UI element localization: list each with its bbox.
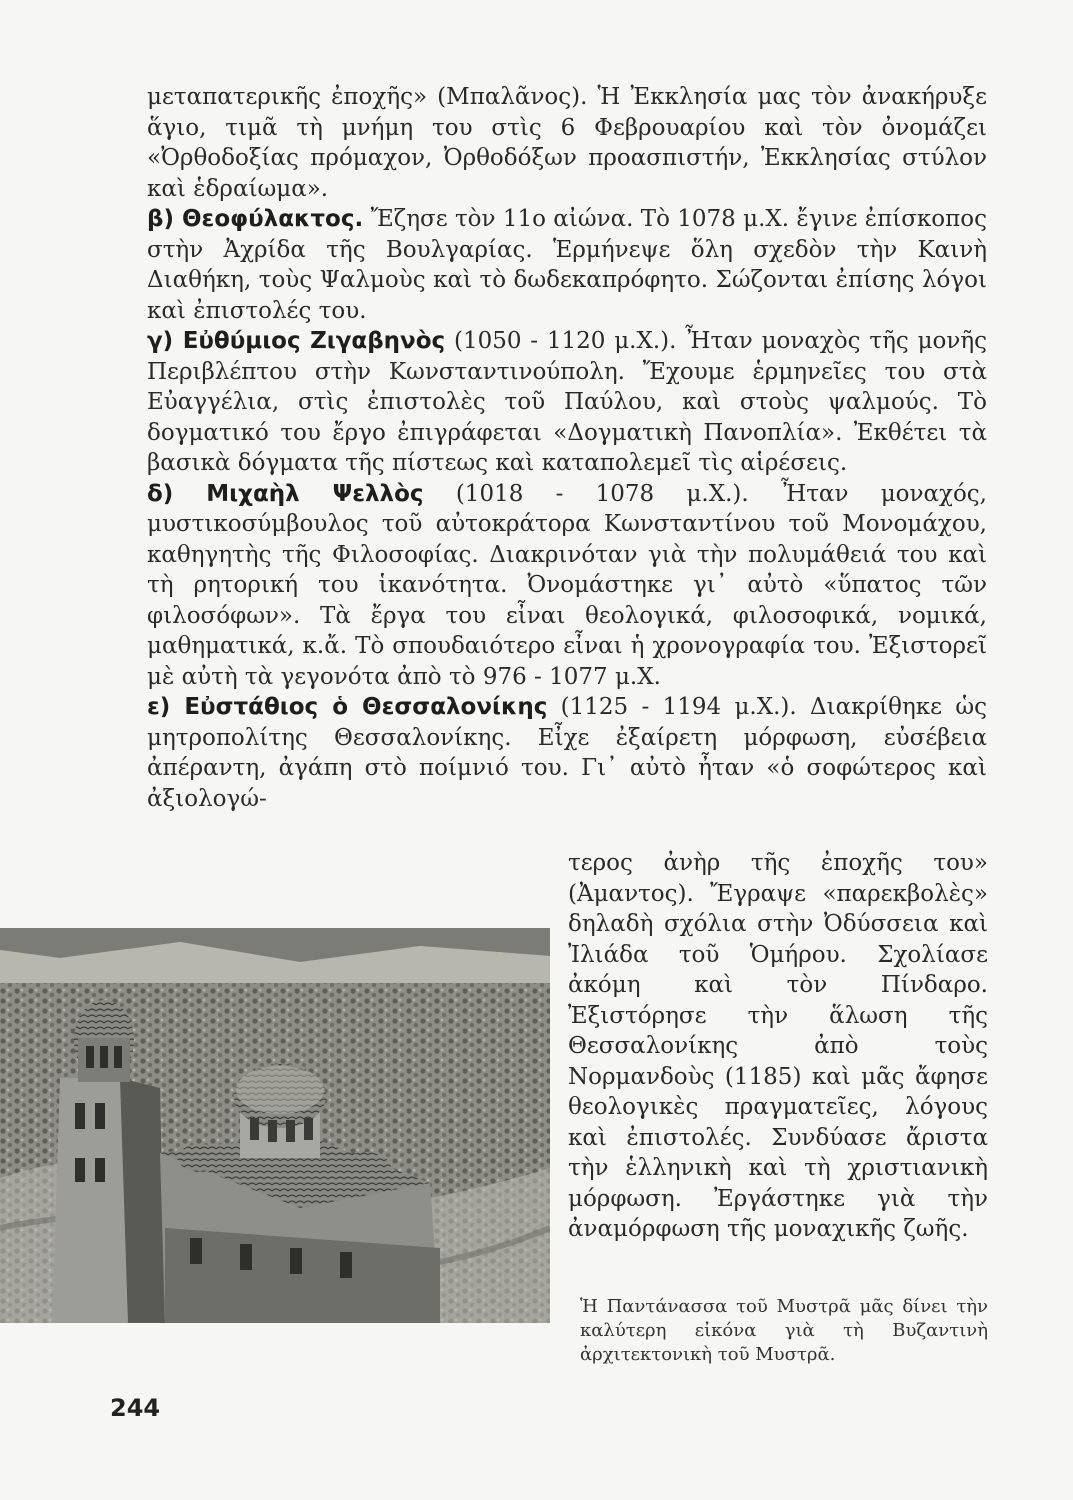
page-number: 244 bbox=[110, 1394, 161, 1422]
section-text: Ἔζησε τὸν 11ο αἰώνα. Τὸ 1078 μ.Χ. ἔγινε ἐπίσκοπος στὴν Ἀχρίδα τῆς Βουλγαρίας. Ἑρμήνεψε ὅλη σχεδὸν τὴν Καινὴ Διαθήκη, τοὺς Ψαλμοὺς καὶ τὸ δωδεκαπρόφητο. Σώζονται ἐπίσης λόγοι καὶ ἐπιστολές του. bbox=[147, 206, 987, 324]
section-heading: γ) Εὐθύμιος Ζιγαβηνὸς bbox=[147, 328, 446, 354]
section-heading: δ) Μιχαὴλ Ψελλὸς bbox=[147, 480, 424, 507]
section-text: (1018 - 1078 μ.Χ.). Ἦταν μοναχός, μυστικοσύμβουλος τοῦ αὐτοκράτορα Κωνσταντίνου τοῦ Μονομάχου, καθηγητὴς τῆς Φιλοσοφίας. Διακρινόταν γιὰ τὴν πολυμάθειά του καὶ τὴ ρητορική του ἱκανότητα. Ὀνομάστηκε γι᾽ αὐτὸ «ὕπατος τῶν φιλοσόφων». Τὰ ἔργα του εἶναι θεολογικά, φιλοσοφικά, νομικά, μαθηματικά, κ.ἄ. Τὸ σπουδαιότερο εἶναι ἡ χρονογραφία του. Ἐξιστορεῖ μὲ αὐτὴ τὰ γεγονότα ἀπὸ τὸ 976 - 1077 μ.Χ. bbox=[147, 480, 987, 690]
section-zigabenos bbox=[147, 326, 987, 479]
photo-caption: Ἡ Παντάνασσα τοῦ Μυστρᾶ μᾶς δίνει τὴν καλύτερη εἰκόνα γιὰ τὴ Βυζαντινὴ ἀρχιτεκτονικὴ τοῦ Μυστρᾶ. bbox=[580, 1296, 988, 1365]
pantanassa-church-photo bbox=[0, 928, 550, 1323]
intro-paragraph: μεταπατερικῆς ἐποχῆς» (Μπαλᾶνος). Ἡ Ἐκκλησία μας τὸν ἀνακήρυξε ἅγιο, τιμᾶ τὴ μνήμη του στὶς 6 Φεβρουαρίου καὶ τὸν ὀνομάζει «Ὀρθοδοξίας πρόμαχον, Ὀρθοδόξων προασπιστήν, Ἐκκλησίας στύλον καὶ ἑδραίωμα». bbox=[147, 84, 987, 202]
section-theophylaktos bbox=[147, 204, 987, 326]
continuation-text: τερος ἀνὴρ τῆς ἐποχῆς του» (Ἀμαντος). Ἔγραψε «παρεκβολὲς» δηλαδὴ σχόλια στὴν Ὀδύσσεια καὶ Ἰλιάδα τοῦ Ὁμήρου. Σχολίασε ἀκόμη καὶ τὸν Πίνδαρο. Ἐξιστόρησε τὴν ἅλωση τῆς Θεσσαλονίκης ἀπὸ τοὺς Νορμανδοὺς (1185) καὶ μᾶς ἄφησε θεολογικὲς πραγματεῖες, λόγους καὶ ἐπιστολές. Συνδύασε ἄριστα τὴν ἑλληνικὴ καὶ τὴ χριστιανικὴ μόρφωση. Ἐργάστηκε γιὰ τὴν ἀναμόρφωση τῆς μοναχικῆς ζωῆς. bbox=[568, 850, 988, 1242]
section-eustathios bbox=[147, 692, 987, 814]
section-psellos bbox=[147, 479, 987, 693]
section-text: (1050 - 1120 μ.Χ.). Ἦταν μοναχὸς τῆς μονῆς Περιβλέπτου στὴν Κωνσταντινούπολη. Ἔχουμε ἑρμηνεῖες του στὰ Εὐαγγέλια, στὶς ἐπιστολὲς τοῦ Παύλου, καὶ στοὺς ψαλμούς. Τὸ δογματικό του ἔργο ἐπιγράφεται «Δογματικὴ Πανοπλία». Ἐκθέτει τὰ βασικὰ δόγματα τῆς πίστεως καὶ καταπολεμεῖ τὶς αἱρέσεις. bbox=[147, 328, 988, 476]
main-text-block bbox=[147, 82, 987, 814]
section-heading: β) Θεοφύλακτος. bbox=[147, 206, 364, 232]
section-heading: ε) Εὐστάθιος ὁ Θεσσαλονίκης bbox=[147, 694, 548, 720]
section-text: (1125 - 1194 μ.Χ.). Διακρίθηκε ὡς μητροπολίτης Θεσσαλονίκης. Εἶχε ἐξαίρετη μόρφωση, εὐσέβεια ἀπέραντη, ἀγάπη στὸ ποίμνιό του. Γι᾽ αὐτὸ ἦταν «ὁ σοφώτερος καὶ ἀξιολογώ- bbox=[147, 694, 987, 812]
